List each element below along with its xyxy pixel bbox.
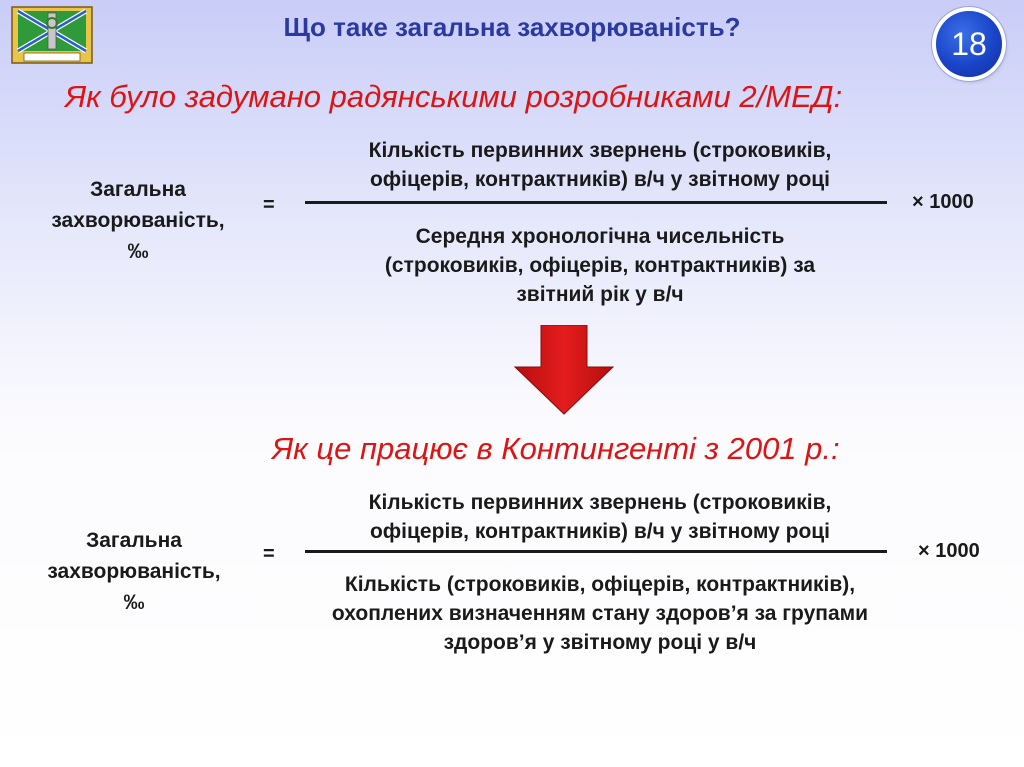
- denominator-line: охоплених визначенням стану здоров’я за групами: [331, 602, 869, 625]
- section1-numerator: [300, 136, 900, 194]
- label-line: Загальна: [86, 529, 182, 552]
- numerator-line: офіцерів, контрактників) в/ч у звітному році: [369, 168, 831, 191]
- section1-denominator: [300, 222, 900, 309]
- section1-fraction-bar: [305, 201, 887, 204]
- slide-title: Що таке загальна захворюваність?: [283, 12, 741, 42]
- numerator-line: офіцерів, контрактників) в/ч у звітному році: [369, 520, 831, 543]
- label-line: ‰: [127, 240, 149, 263]
- numerator-line: Кількість первинних звернень (строковиків,: [368, 491, 832, 514]
- section1-heading: Як було задумано радянськими розробниками 2/МЕД:: [65, 79, 843, 114]
- label-line: ‰: [123, 591, 145, 614]
- section2-heading: Як це працює в Контингенті з 2001 р.:: [272, 431, 840, 466]
- section1-multiplier: × 1000: [912, 191, 974, 213]
- section2-formula-label: [14, 525, 254, 618]
- section1-equals-sign: =: [263, 194, 275, 216]
- label-line: захворюваність,: [51, 209, 225, 232]
- denominator-line: здоров’я у звітному році у в/ч: [443, 631, 757, 654]
- section2-equals-sign: =: [263, 543, 275, 565]
- slide-number-badge: 18: [936, 11, 1002, 77]
- section2-denominator: [240, 570, 960, 657]
- section1-formula-label: [18, 174, 258, 267]
- down-arrow-icon: [514, 325, 614, 415]
- numerator-line: Кількість первинних звернень (строковиків,: [368, 139, 832, 162]
- section2-fraction-bar: [305, 550, 887, 553]
- label-line: захворюваність,: [47, 560, 221, 583]
- section2-multiplier: × 1000: [918, 540, 980, 562]
- denominator-line: Кількість (строковиків, офіцерів, контрактників),: [344, 573, 856, 596]
- section2-numerator: [300, 488, 900, 546]
- denominator-line: (строковиків, офіцерів, контрактників) за: [384, 254, 816, 277]
- denominator-line: звітний рік у в/ч: [516, 283, 684, 306]
- label-line: Загальна: [90, 178, 186, 201]
- denominator-line: Середня хронологічна чисельність: [415, 225, 785, 248]
